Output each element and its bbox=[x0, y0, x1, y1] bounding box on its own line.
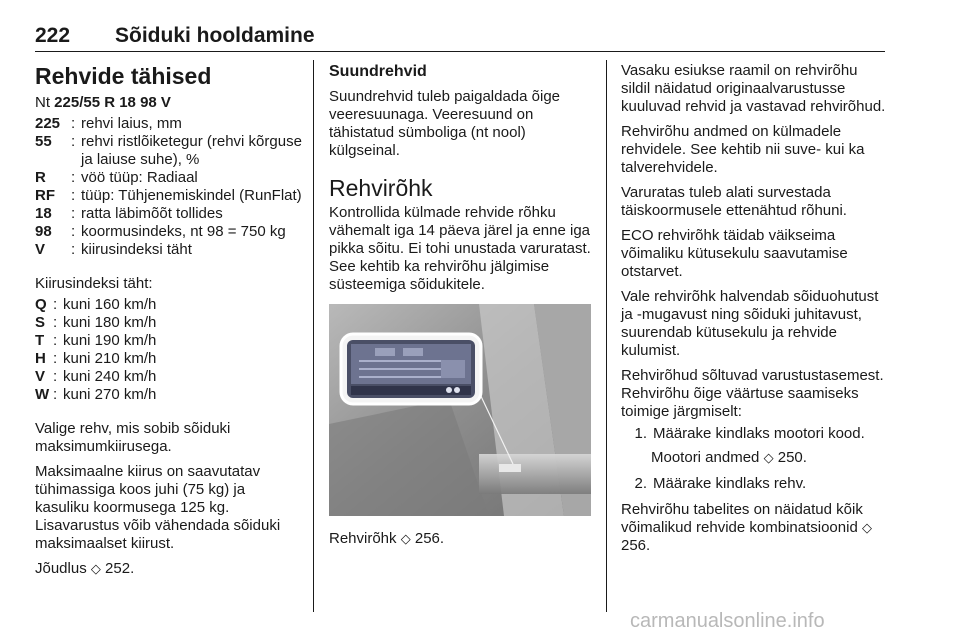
tyre-pressure-label-photo bbox=[329, 304, 591, 516]
designation-list bbox=[35, 115, 303, 259]
designation-text: kuni 210 km/h bbox=[63, 350, 157, 367]
example-code: 225/55 R 18 98 V bbox=[54, 94, 171, 111]
separator: : bbox=[71, 169, 76, 186]
designation-code: Q bbox=[35, 296, 47, 313]
reference-tyre-pressure: Rehvirõhk ◇ 256. bbox=[329, 530, 445, 547]
header-rule bbox=[35, 51, 885, 52]
separator: : bbox=[71, 241, 76, 258]
designation-text: rehvi ristlõiketegur (rehvi kõrguse ja laiuse suhe), % bbox=[81, 133, 302, 168]
list-item bbox=[35, 133, 303, 169]
column-divider-2 bbox=[606, 60, 607, 612]
designation-text: kuni 190 km/h bbox=[63, 332, 157, 349]
page-ref-icon: ◇ bbox=[763, 450, 774, 465]
list-item: 1. Määrake kindlaks mootori kood. bbox=[634, 425, 865, 442]
paragraph-max-load: Maksimaalne kiirus on saavutatav tühimassiga koos juhi (75 kg) ja kasuliku koormusega 125 kg. Lisavarustus võib vähendada sõiduki maksimaalset kiirust. bbox=[35, 463, 281, 552]
example-line: Nt 225/55 R 18 98 V bbox=[35, 94, 171, 111]
separator: : bbox=[53, 296, 58, 313]
page-ref-icon: ◇ bbox=[861, 520, 872, 535]
list-item bbox=[35, 205, 303, 223]
heading-tyre-pressure: Rehvirõhk bbox=[329, 175, 433, 201]
page-ref-icon: ◇ bbox=[400, 531, 411, 546]
steps-list bbox=[621, 425, 889, 493]
list-item bbox=[35, 332, 303, 350]
paragraph-door-label: Vasaku esiukse raamil on rehvirõhu sildil näidatud originaalvarustusse kuuluvad rehvid ja vastavad rehvirõhud. bbox=[621, 62, 886, 115]
paragraph-eco-pressure: ECO rehvirõhk täidab väikseima võimaliku kütusekulu saavutamise otstarvet. bbox=[621, 227, 848, 280]
separator: : bbox=[53, 332, 58, 349]
list-item bbox=[35, 386, 303, 404]
section-title: Rehvide tähised bbox=[35, 63, 212, 89]
list-item bbox=[35, 223, 303, 241]
designation-code: V bbox=[35, 241, 46, 258]
paragraph-wrong-pressure: Vale rehvirõhk halvendab sõiduohutust ja -mugavust ning sõiduki juhitavust, suurendab kütusekulu ja rehvide kulumist. bbox=[621, 288, 879, 359]
designation-code: RF bbox=[35, 187, 55, 204]
separator: : bbox=[71, 133, 76, 150]
designation-text: koormusindeks, nt 98 = 750 kg bbox=[81, 223, 286, 240]
designation-code: 225 bbox=[35, 115, 61, 132]
middle-column bbox=[329, 62, 595, 555]
designation-code: R bbox=[35, 169, 46, 186]
list-item-reference: Mootori andmed ◇ 250. bbox=[651, 449, 807, 466]
designation-code: 18 bbox=[35, 205, 52, 222]
paragraph-max-speed: Valige rehv, mis sobib sõiduki maksimumkiirusega. bbox=[35, 420, 231, 455]
separator: : bbox=[53, 386, 58, 403]
list-item bbox=[35, 296, 303, 314]
reference-performance: Jõudlus ◇ 252. bbox=[35, 560, 135, 577]
left-column bbox=[35, 62, 303, 585]
separator: : bbox=[71, 205, 76, 222]
list-item: 2. Määrake kindlaks rehv. bbox=[634, 475, 807, 492]
separator: : bbox=[71, 187, 76, 204]
heading-directional-tyres: Suundrehvid bbox=[329, 63, 427, 80]
paragraph-equipment-level: Rehvirõhud sõltuvad varustustasemest. Rehvirõhu õige väärtuse saamiseks toimige järgmiselt: bbox=[621, 367, 884, 420]
door-frame-illustration bbox=[329, 304, 591, 516]
list-item bbox=[35, 368, 303, 386]
designation-text: kuni 270 km/h bbox=[63, 386, 157, 403]
list-item bbox=[35, 350, 303, 368]
page-header bbox=[35, 24, 885, 54]
paragraph-spare-wheel: Varuratas tuleb alati survestada täiskoormusele ettenähtud rõhuni. bbox=[621, 184, 847, 219]
designation-text: kiirusindeksi täht bbox=[81, 241, 192, 258]
right-column bbox=[621, 62, 889, 562]
separator: : bbox=[53, 350, 58, 367]
designation-code: T bbox=[35, 332, 45, 349]
speed-intro: Kiirusindeksi täht: bbox=[35, 275, 153, 292]
paragraph-directional: Suundrehvid tuleb paigaldada õige veeresuunaga. Veeresuund on tähistatud sümboliga (nt nool) külgseinal. bbox=[329, 88, 561, 159]
designation-text: kuni 180 km/h bbox=[63, 314, 157, 331]
designation-code: S bbox=[35, 314, 46, 331]
designation-code: W bbox=[35, 386, 50, 403]
designation-text: kuni 160 km/h bbox=[63, 296, 157, 313]
separator: : bbox=[53, 368, 58, 385]
paragraph-tyre-pressure: Kontrollida külmade rehvide rõhku vähemalt iga 14 päeva järel ja enne iga pikka sõitu. Ei tohi unustada varuratast. See kehtib ka rehvirõhu jälgimise süsteemiga sõidukitele. bbox=[329, 204, 591, 293]
designation-text: kuni 240 km/h bbox=[63, 368, 157, 385]
designation-code: 55 bbox=[35, 133, 52, 150]
separator: : bbox=[71, 223, 76, 240]
list-item bbox=[35, 115, 303, 133]
paragraph-pressure-tables: Rehvirõhu tabelites on näidatud kõik võimalikud rehvide kombinatsioonid ◇ 256. bbox=[621, 501, 872, 554]
chapter-title: Sõiduki hooldamine bbox=[115, 24, 315, 47]
list-item bbox=[35, 169, 303, 187]
list-item bbox=[35, 187, 303, 205]
speed-index-list bbox=[35, 296, 303, 404]
designation-text: vöö tüüp: Radiaal bbox=[81, 169, 198, 186]
separator: : bbox=[53, 314, 58, 331]
watermark: carmanualsonline.info bbox=[630, 610, 825, 632]
paragraph-cold-tyres: Rehvirõhu andmed on külmadele rehvidele. See kehtib nii suve- kui ka talverehvidele. bbox=[621, 123, 865, 176]
designation-code: V bbox=[35, 368, 46, 385]
page-number: 222 bbox=[35, 24, 71, 47]
designation-text: tüüp: Tühjenemiskindel (RunFlat) bbox=[81, 187, 302, 204]
list-item bbox=[35, 314, 303, 332]
page-ref-icon: ◇ bbox=[90, 561, 101, 576]
designation-text: ratta läbimõõt tollides bbox=[81, 205, 223, 222]
designation-code: 98 bbox=[35, 223, 52, 240]
separator: : bbox=[71, 115, 76, 132]
list-item bbox=[35, 241, 303, 259]
designation-text: rehvi laius, mm bbox=[81, 115, 182, 132]
column-divider-1 bbox=[313, 60, 314, 612]
designation-code: H bbox=[35, 350, 46, 367]
